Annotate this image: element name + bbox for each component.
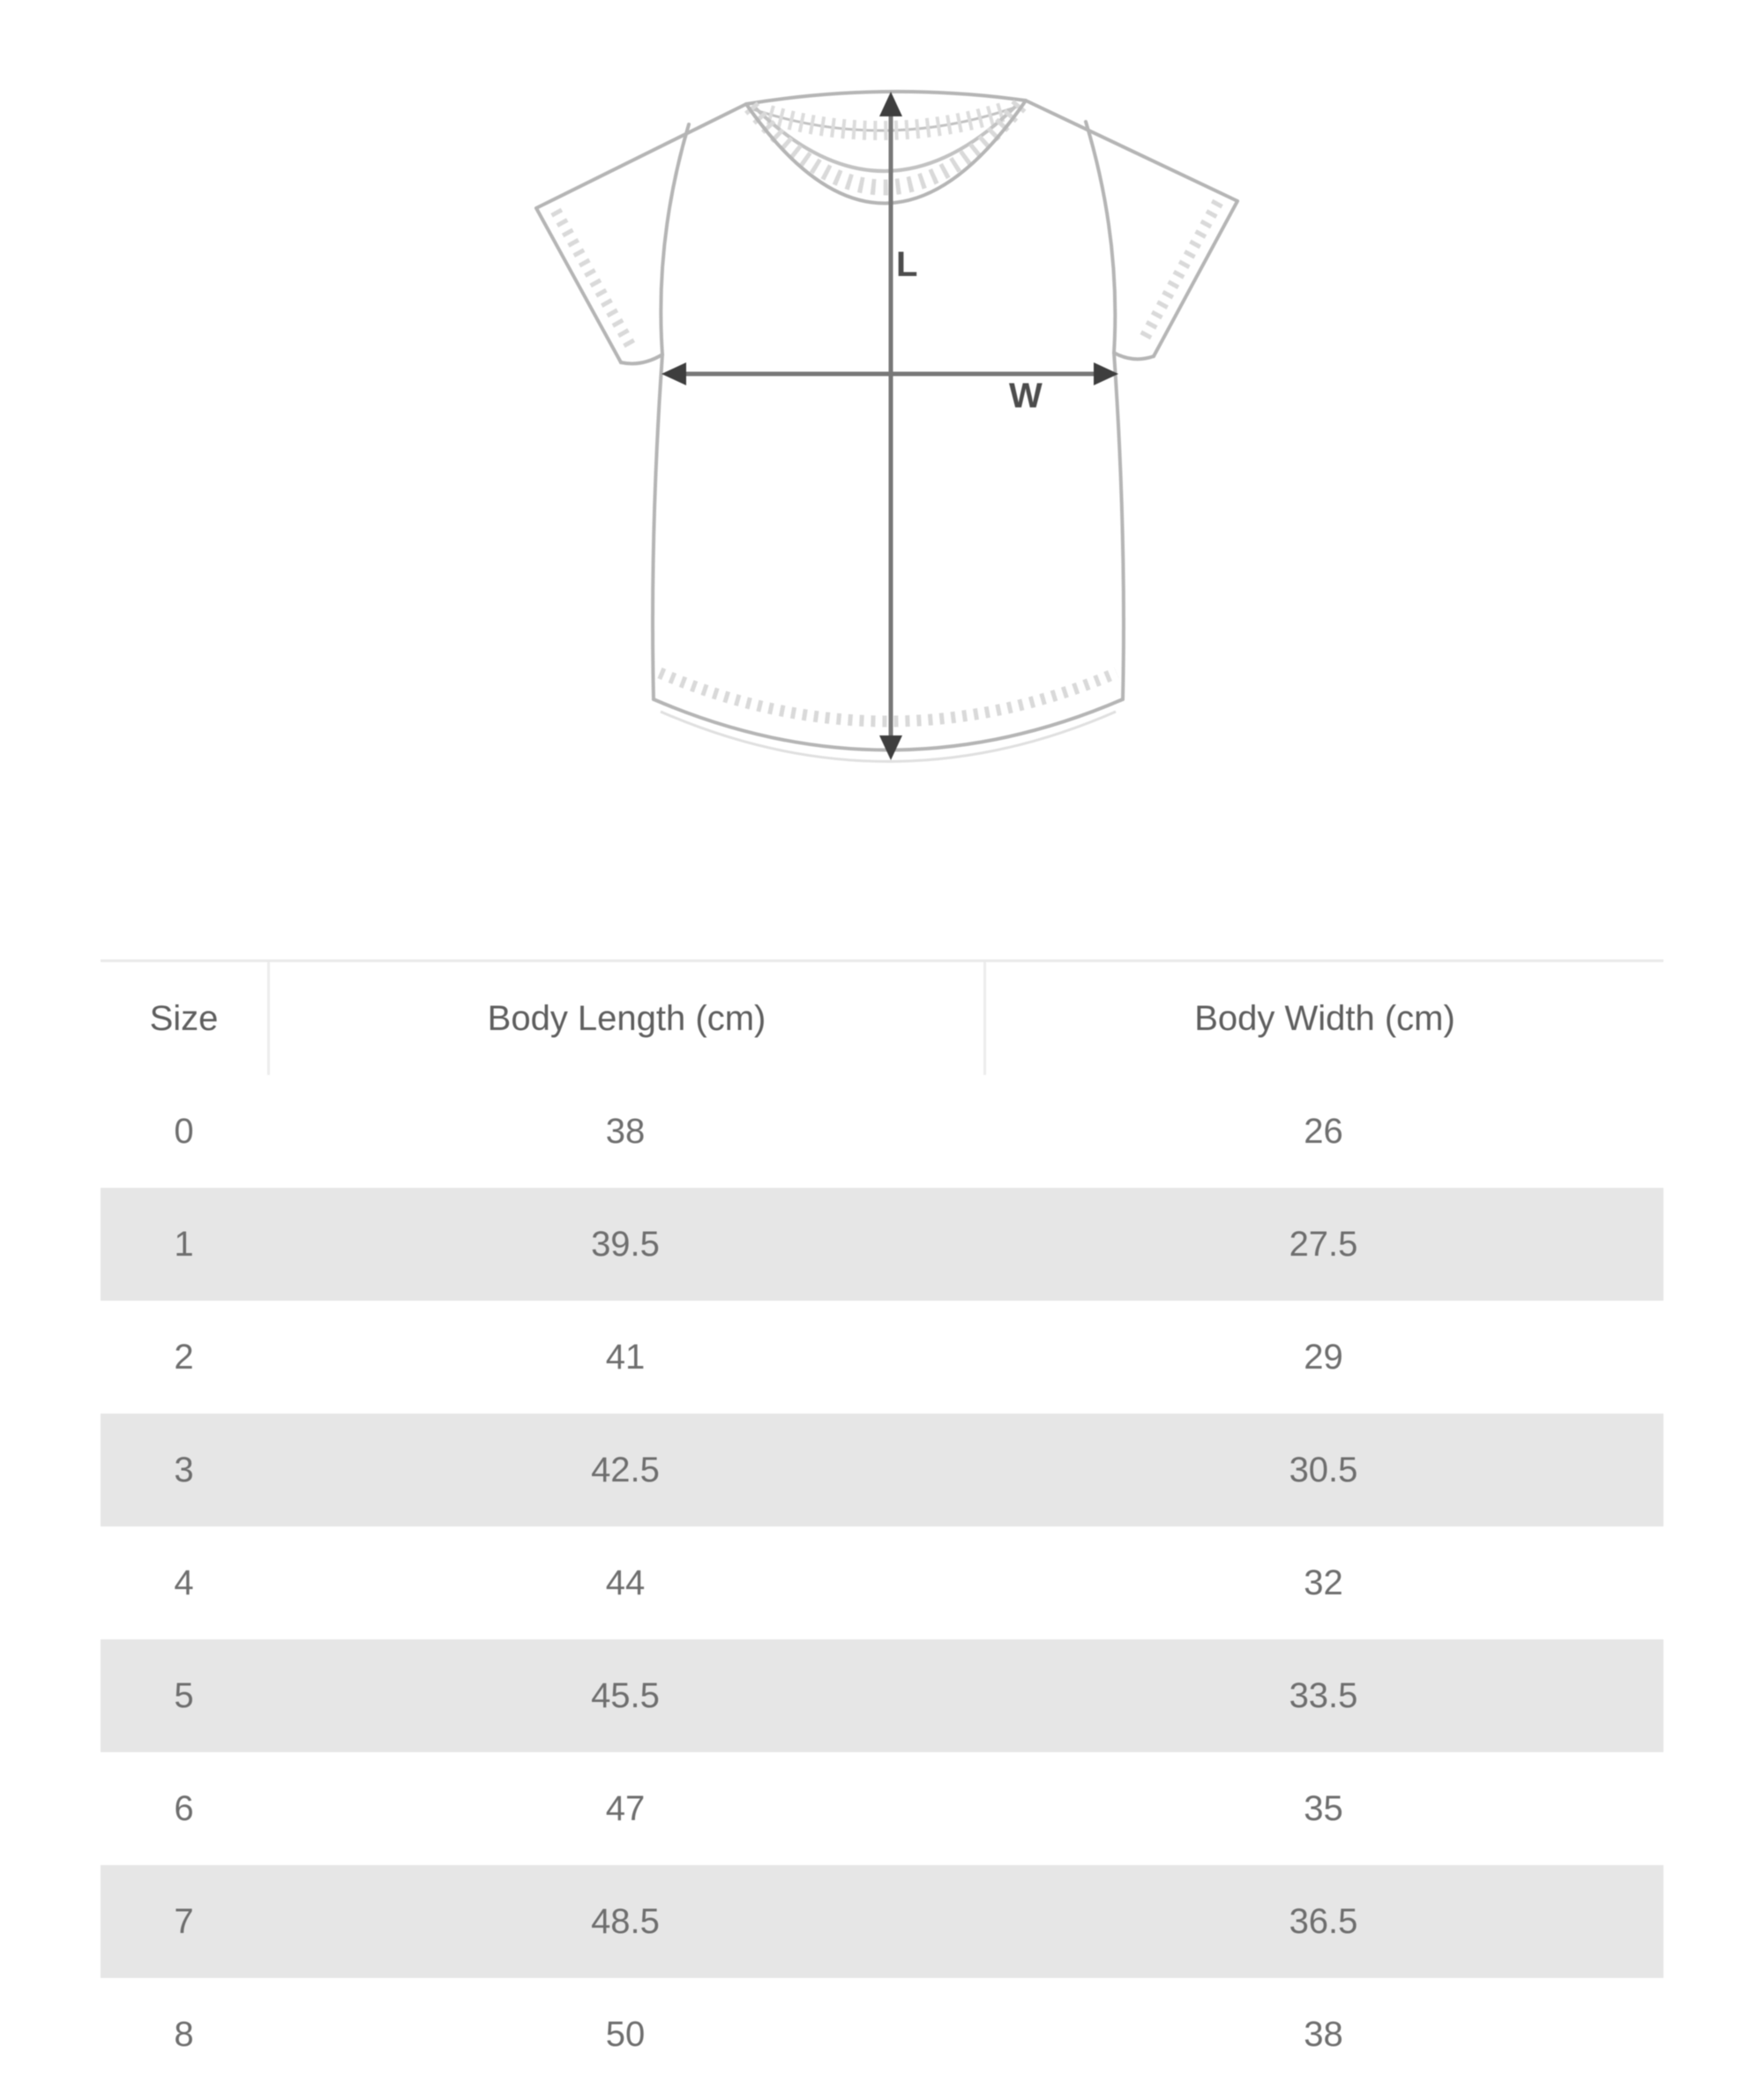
- body-width-cell: 29: [1304, 1337, 1343, 1377]
- table-row: [101, 1978, 1663, 2091]
- length-arrow-head-top: [879, 92, 902, 116]
- table-row: [101, 1865, 1663, 1978]
- width-arrow-head-left: [662, 362, 686, 385]
- tshirt-measurement-diagram: [0, 0, 1764, 935]
- length-arrow-head-bottom: [879, 735, 902, 760]
- table-header-row: [101, 959, 1663, 1075]
- size-cell: 6: [174, 1788, 194, 1828]
- body-length-cell: 48.5: [591, 1901, 660, 1941]
- body-width-cell: 26: [1304, 1111, 1343, 1151]
- left-armhole-seam: [661, 124, 689, 354]
- body-length-cell: 44: [605, 1563, 646, 1602]
- right-side-seam: [1114, 353, 1124, 699]
- column-header-body-length: Body Length (cm): [267, 962, 983, 1075]
- body-width-cell: 38: [1304, 2014, 1343, 2054]
- size-cell: 1: [174, 1224, 194, 1264]
- body-length-cell: 47: [605, 1788, 646, 1828]
- body-width-cell: 30.5: [1289, 1450, 1358, 1489]
- body-width-cell: 35: [1304, 1788, 1343, 1828]
- left-sleeve-hem-edge: [536, 208, 621, 362]
- left-side-seam: [653, 354, 662, 699]
- table-row: [101, 1639, 1663, 1752]
- bottom-hem-stitches: [660, 673, 1117, 721]
- size-cell: 4: [174, 1563, 194, 1602]
- body-length-cell: 45.5: [591, 1675, 660, 1715]
- body-length-cell: 39.5: [591, 1224, 660, 1264]
- width-label: W: [1009, 377, 1043, 415]
- size-cell: 5: [174, 1675, 194, 1715]
- size-cell: 8: [174, 2014, 194, 2054]
- column-header-body-width: Body Width (cm): [983, 962, 1663, 1075]
- table-row: [101, 1526, 1663, 1639]
- body-width-cell: 27.5: [1289, 1224, 1358, 1264]
- size-cell: 3: [174, 1450, 194, 1489]
- body-width-cell: 32: [1304, 1563, 1343, 1602]
- right-sleeve-hem-edge: [1154, 201, 1237, 356]
- left-sleeve-tip: [621, 354, 662, 363]
- column-header-size: Size: [149, 998, 219, 1038]
- body-length-cell: 42.5: [591, 1450, 660, 1489]
- right-shoulder-seam: [1026, 101, 1237, 201]
- size-cell: 2: [174, 1337, 194, 1377]
- table-row: [101, 1414, 1663, 1526]
- body-width-cell: 36.5: [1289, 1901, 1358, 1941]
- right-sleeve-stitches: [1142, 202, 1218, 342]
- left-sleeve-stitches: [556, 211, 632, 349]
- right-armhole-seam: [1086, 122, 1115, 353]
- table-row: [101, 1075, 1663, 1188]
- body-length-cell: 41: [605, 1337, 646, 1377]
- right-sleeve-tip: [1114, 353, 1154, 359]
- body-length-cell: 38: [605, 1111, 646, 1151]
- table-row: [101, 1752, 1663, 1865]
- size-cell: 7: [174, 1901, 194, 1941]
- body-length-cell: 50: [605, 2014, 646, 2054]
- table-row: [101, 1188, 1663, 1301]
- body-width-cell: 33.5: [1289, 1675, 1358, 1715]
- size-cell: 0: [174, 1111, 194, 1151]
- table-row: [101, 1301, 1663, 1414]
- length-label: L: [896, 245, 918, 284]
- tshirt-diagram-svg: [0, 0, 1764, 935]
- size-chart-table: [101, 959, 1663, 2091]
- left-shoulder-seam: [536, 104, 746, 208]
